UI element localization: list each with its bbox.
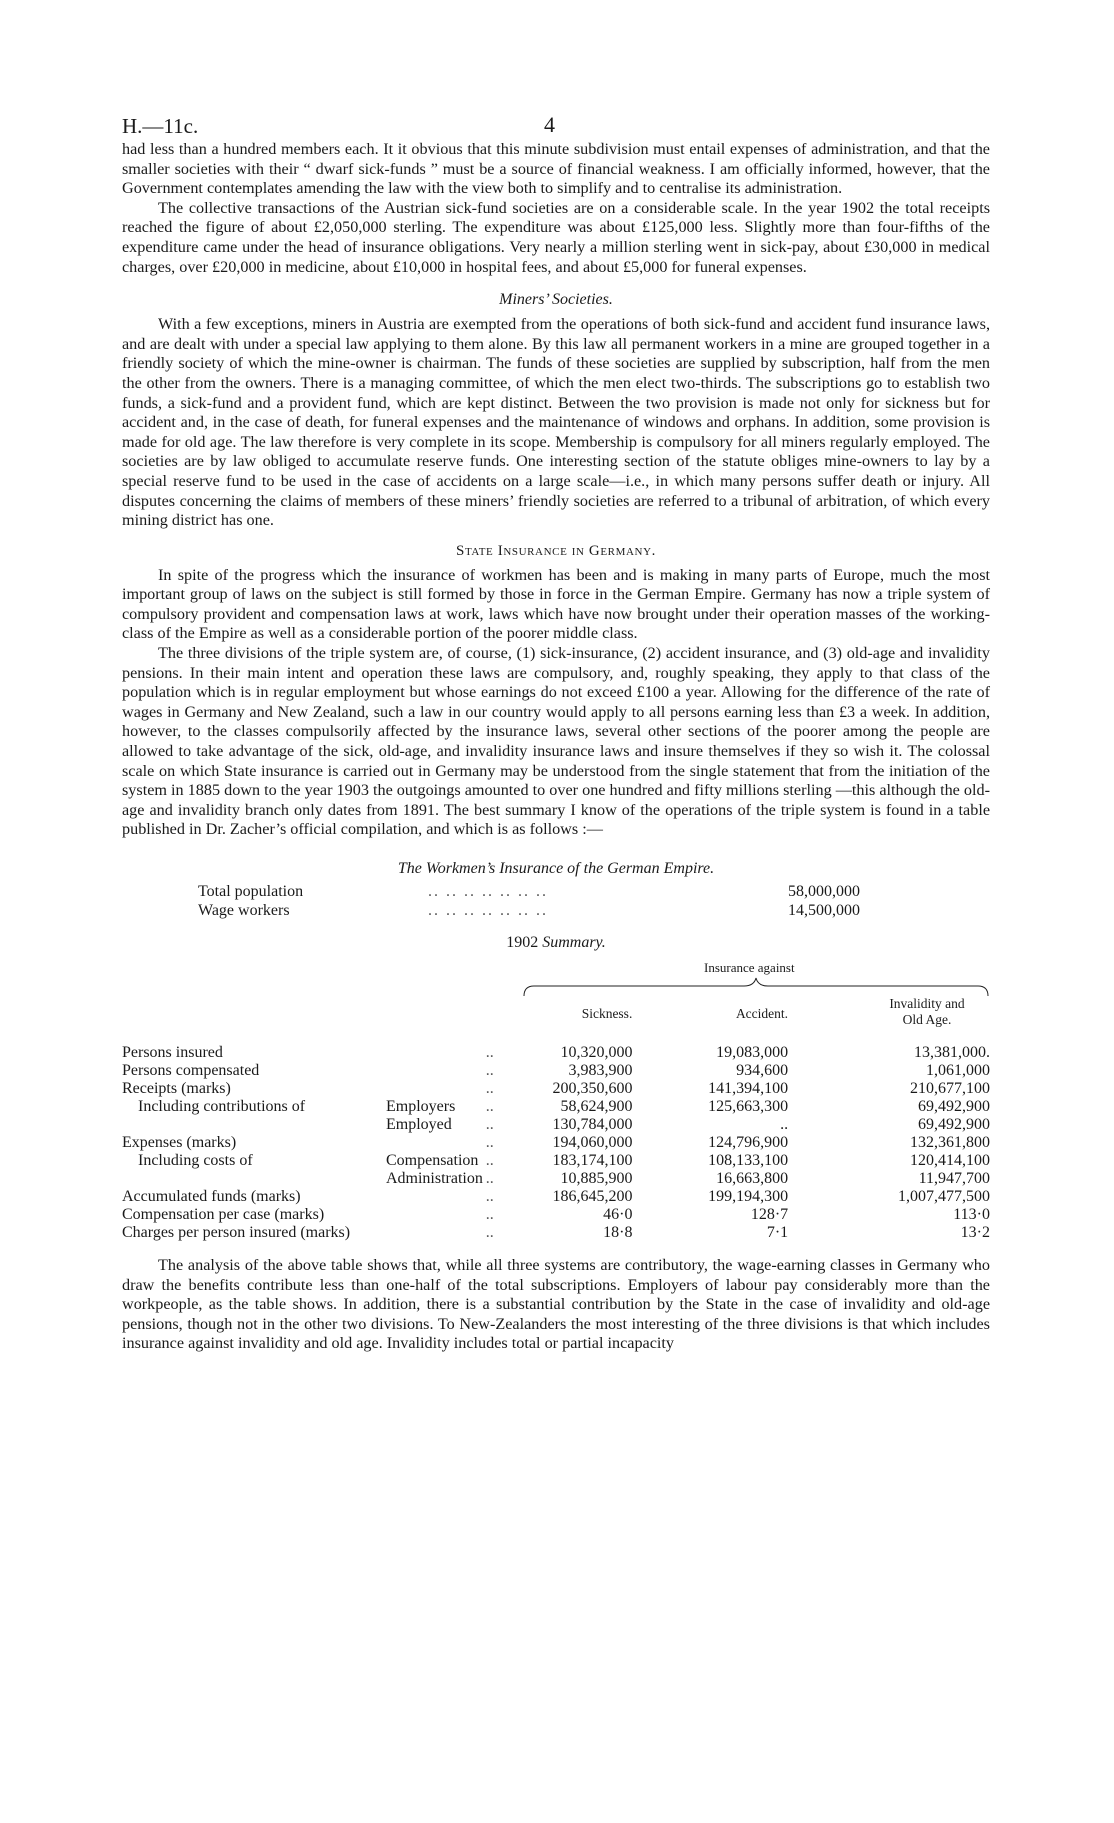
population-label: Total population [198,883,304,900]
cell-value: 108,133,100 [708,1152,789,1169]
row-sublabel [386,1080,486,1098]
cell-value: 10,885,900 [560,1170,633,1187]
cell-value: 46·0 [603,1206,633,1223]
leader-dots: .. [485,1080,494,1097]
table-row [122,1170,990,1188]
summary-table [122,1044,990,1242]
row-label: Compensation per case (marks) [122,1206,325,1223]
cell-value: 183,174,100 [552,1152,633,1169]
leader-dots: .. [485,1044,494,1061]
miners-paragraph: With a few exceptions, miners in Austria are exempted from the operations of both sick-fund and accident fund insurance laws, and are dealt with under a special law applying to them alone. By this law all permanent workers in a mine are grouped together in a friendly society of which the mine-owner is chairman. The funds of these societies are supplied by subscription, half from the men the other from the owners. There is a managing committee, of which the men elect two-thirds. The subscriptions go to establish two funds, a sick-fund and a provident fund, which are kept distinct. Between the two provision is made not only for sickness but for accident and, in the case of death, for funeral expenses and the maintenance of windows and orphans. In addition, some provision is made for old age. The law therefore is very complete in its scope. Membership is compulsory for all miners regularly employed. The societies are by law obliged to accumulate reserve funds. One interesting section of the statute obliges mine-owners to lay by a special reserve fund to be used in the case of accidents on a large scale—i.e., in which many persons suffer death or injury. All disputes concerning the claims of members of these miners’ friendly societies are referred to a tribunal of arbitration, of which every mining district has one. [122,315,990,530]
cell-value: 113·0 [953,1206,990,1223]
cell-value: 58,624,900 [560,1098,633,1115]
population-value: 58,000,000 [788,883,860,900]
row-label: Accumulated funds (marks) [122,1188,301,1205]
row-label: Including contributions of [138,1098,306,1115]
leader-dots: .. .. .. .. .. .. .. [428,902,548,919]
intro-paragraph-2: The collective transactions of the Austrian sick-fund societies are on a considerable scale. In the year 1902 the total receipts reached the figure of about £2,050,000 sterling. The expenditure was about £125,000 less. Slightly more than four-fifths of the expenditure came under the head of insurance obligations. Very nearly a million sterling went in sick-pay, about £30,000 in medical charges, over £20,000 in medicine, about £10,000 in hospital fees, and about £5,000 for funeral expenses. [122,198,990,276]
table-row [122,1188,990,1206]
cell-value: 120,414,100 [910,1152,990,1169]
row-sublabel: Compensation [385,1152,479,1169]
population-label: Wage workers [198,902,290,919]
table-title: The Workmen’s Insurance of the German Empire. [397,860,715,877]
cell-value: 186,645,200 [552,1188,633,1205]
cell-value: 69,492,900 [918,1116,990,1133]
row-label: Persons insured [122,1044,223,1061]
table-row [122,1080,990,1098]
intro-paragraph-1: had less than a hundred members each. It it obvious that this minute subdivision must entail expenses of administration, and that the smaller societies with their “ dwarf sick-funds ” must be a source of financial weakness. I am officially informed, however, that the Government contemplates amending the law with the view both to simplify and to centralise its administration. [122,140,990,198]
cell-value: 200,350,600 [552,1080,633,1097]
row-sublabel: Administration [385,1170,483,1187]
cell-value: 128·7 [750,1206,789,1223]
row-sublabel: Employers [385,1098,456,1115]
cell-value: 10,320,000 [560,1044,633,1061]
cell-value: 130,784,000 [552,1116,633,1133]
column-header-accident: Accident. [735,1006,789,1021]
summary-word: Summary. [542,934,606,951]
row-sublabel: Employed [385,1116,452,1133]
closing-paragraph: The analysis of the above table shows that, while all three systems are contributory, the wage-earning classes in Germany who draw the benefits contribute less than one-half of the total subscriptions. Employers of labour pay considerably more than the workpeople, as the table shows. In addition, there is a substantial contribution by the State in the case of invalidity and old-age pensions, though not in the other two divisions. To New-Zealanders the most interesting of the three divisions is that which includes insurance against invalidity and old age. Invalidity includes total or partial incapacity [122,1256,990,1353]
document-reference: H.—11c. [122,114,199,138]
row-sublabel [386,1206,486,1224]
leader-dots: .. [485,1206,494,1223]
column-header-invalidity: Invalidity and [889,996,965,1011]
cell-value: 19,083,000 [716,1044,789,1061]
cell-value: 1,061,000 [926,1062,990,1079]
leader-dots: .. [485,1134,494,1151]
leader-dots: .. [485,1116,494,1133]
row-label: Including costs of [138,1152,253,1169]
document-page [122,100,990,1354]
cell-value: 125,663,300 [708,1098,789,1115]
insurance-against-label: Insurance against [704,960,795,975]
row-sublabel [386,1224,486,1242]
row-sublabel [386,1188,486,1206]
table-row [122,1098,990,1116]
page-number: 4 [544,112,555,137]
cell-value: 11,947,700 [918,1170,990,1187]
cell-value: 13,381,000. [914,1044,990,1061]
miners-heading: Miners’ Societies. [499,291,613,309]
summary-title [122,934,990,952]
cell-value: 18·8 [603,1224,633,1241]
row-sublabel [386,1044,486,1062]
column-header-sickness: Sickness. [581,1006,633,1021]
population-row [198,901,898,920]
cell-value: 132,361,800 [910,1134,990,1151]
column-headers [122,996,990,1044]
leader-dots: .. [485,1188,494,1205]
cell-value: 1,007,477,500 [898,1188,990,1205]
cell-value: 7·1 [766,1224,789,1241]
cell-value: 194,060,000 [552,1134,633,1151]
row-label [122,1116,386,1134]
cell-value: 210,677,100 [910,1080,990,1097]
row-label: Persons compensated [122,1062,260,1079]
leader-dots: .. [485,1062,494,1079]
table-row [122,1206,990,1224]
row-label [122,1170,386,1188]
row-label: Expenses (marks) [122,1134,237,1151]
cell-value: 16,663,800 [716,1170,789,1187]
leader-dots: .. [485,1152,494,1169]
cell-value: 124,796,900 [708,1134,789,1151]
table-row [122,1152,990,1170]
table-row [122,1224,990,1242]
row-label: Receipts (marks) [122,1080,231,1097]
column-header-old-age: Old Age. [902,1012,952,1027]
table-row [122,1116,990,1134]
table-row [122,1134,990,1152]
cell-value: 141,394,100 [708,1080,789,1097]
summary-year: 1902 [506,934,539,951]
row-label: Charges per person insured (marks) [122,1224,351,1241]
cell-value: 934,600 [736,1062,789,1079]
row-sublabel [386,1134,486,1152]
cell-value: 199,194,300 [708,1188,789,1205]
population-value: 14,500,000 [788,902,860,919]
cell-value: .. [780,1116,789,1133]
population-block [198,882,898,920]
leader-dots: .. [485,1098,494,1115]
germany-paragraph-2: The three divisions of the triple system are, of course, (1) sick-insurance, (2) accident insurance, and (3) old-age and invalidity pensions. In their main intent and operation these laws are compulsory, and, roughly speaking, they apply to that class of the population which is in regular employment but whose earnings do not exceed £100 a year. Allowing for the difference of the rate of wages in Germany and New Zealand, such a law in our country would apply to all persons earning less than £3 a week. In addition, however, to the classes compulsorily affected by the insurance laws, several other sections of the poorer among the people are allowed to take advantage of the sick, old-age, and invalidity insurance laws and insure themselves if they so wish it. The colossal scale on which State insurance is carried out in Germany may be understood from the single statement that from the initiation of the system in 1885 down to the year 1903 the outgoings amounted to over one hundred and fifty millions sterling —this although the old-age and invalidity branch only dates from 1891. The best summary I know of the operations of the triple system is found in a table published in Dr. Zacher’s official compilation, and which is as follows :— [122,644,990,839]
insurance-header [122,958,990,1002]
population-row [198,882,898,901]
germany-heading: State Insurance in Germany. [456,542,656,559]
table-row [122,1044,990,1062]
cell-value: 13·2 [960,1224,990,1241]
cell-value: 3,983,900 [568,1062,633,1079]
leader-dots: .. [485,1224,494,1241]
page-header [122,100,990,140]
row-sublabel [386,1062,486,1080]
leader-dots: .. .. .. .. .. .. .. [428,883,548,900]
cell-value: 69,492,900 [918,1098,990,1115]
germany-paragraph-1: In spite of the progress which the insurance of workmen has been and is making in many parts of Europe, much the most important group of laws on the subject is still formed by those in force in the German Empire. Germany has now a triple system of compulsory provident and compensation laws at work, laws which have now brought under their operation masses of the working-class of the Empire as well as a considerable portion of the poorer middle class. [122,565,990,643]
leader-dots: .. [485,1170,494,1187]
table-row [122,1062,990,1080]
